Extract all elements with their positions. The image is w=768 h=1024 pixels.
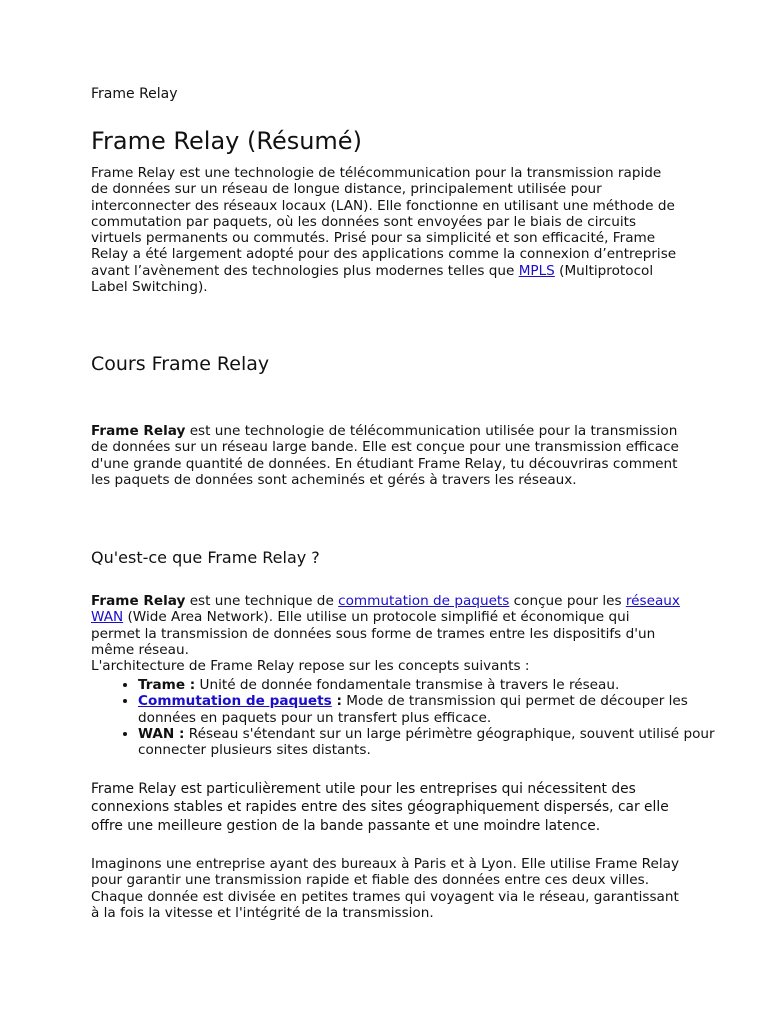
concepts-list <box>91 677 728 758</box>
concept-term <box>138 693 342 709</box>
mpls-link[interactable]: MPLS <box>518 262 555 279</box>
section-title: Cours Frame Relay <box>91 353 270 375</box>
cours-text: est une technologie de télécommunication utilisée pour la transmission de données sur un réseau large bande. Elle est conçue pour une transmission efficace d'une grande quantité de données. En étudiant Frame Relay, tu découvriras comment les paquets de données sont acheminés et gérés à travers les réseaux. <box>91 423 679 488</box>
cours-bold-term: Frame Relay <box>91 423 186 439</box>
intro-text-start: Frame Relay est une technologie de télécommunication pour la transmission rapide de données sur un réseau de longue distance, principalement utilisée pour interconnecter des réseaux locaux (LAN). Elle fonctionne en utilisant une méthode de commutation par paquets, où les données sont envoyées par le biais de circuits virtuels permanents ou commutés. Prisé pour sa simplicité et son efficacité, Frame Relay a été largement adopté pour des applications comme la connexion d’entreprise avant l’avènement des technologies plus modernes telles que <box>91 165 677 279</box>
page-title: Frame Relay (Résumé) <box>91 127 362 155</box>
list-item <box>138 726 728 759</box>
concept-term: Trame : <box>138 677 196 693</box>
architecture-text: L'architecture de Frame Relay repose sur les concepts suivants : <box>91 658 530 675</box>
list-item <box>138 693 728 726</box>
list-item <box>138 677 728 693</box>
concept-term: WAN : <box>138 725 185 742</box>
subsection-title: Qu'est-ce que Frame Relay ? <box>91 548 320 567</box>
document-small-title: Frame Relay <box>91 86 178 102</box>
definition-text-1: est une technique de <box>185 593 339 609</box>
commutation-de-paquets-term-link[interactable]: Commutation de paquets <box>138 693 332 710</box>
definition-text-2: conçue pour les <box>509 593 626 609</box>
definition-paragraph <box>91 593 681 674</box>
concept-term-suffix: : <box>331 693 342 710</box>
example-paragraph: Imaginons une entreprise ayant des bureaux à Paris et à Lyon. Elle utilise Frame Relay pour garantir une transmission rapide et fiable des données entre ces deux villes. Chaque donnée est divisée en petites trames qui voyagent via le réseau, garantissant à la fois la vitesse et l'intégrité de la transmission. <box>91 856 679 921</box>
intro-paragraph <box>91 165 681 295</box>
cours-paragraph <box>91 423 681 488</box>
concept-desc: Réseau s'étendant sur un large périmètre géographique, souvent utilisé pour connecter plusieurs sites distants. <box>138 725 715 759</box>
utility-paragraph: Frame Relay est particulièrement utile pour les entreprises qui nécessitent des connexions stables et rapides entre des sites géographiquement dispersés, car elle offre une meilleure gestion de la bande passante et une moindre latence. <box>91 781 669 834</box>
definition-text-3: (Wide Area Network). Elle utilise un protocole simplifié et économique qui permet la transmission de données sous forme de trames entre les dispositifs d'un même réseau. <box>91 609 656 658</box>
concept-desc: Mode de transmission qui permet de découper les données en paquets pour un transfert plus efficace. <box>138 693 688 726</box>
definition-bold-term: Frame Relay <box>91 593 186 609</box>
reseaux-wan-link[interactable]: réseaux WAN <box>91 593 680 626</box>
commutation-de-paquets-link[interactable]: commutation de paquets <box>338 593 510 609</box>
concept-desc: Unité de donnée fondamentale transmise à travers le réseau. <box>195 677 620 693</box>
intro-text-end: (Multiprotocol Label Switching). <box>91 262 654 296</box>
